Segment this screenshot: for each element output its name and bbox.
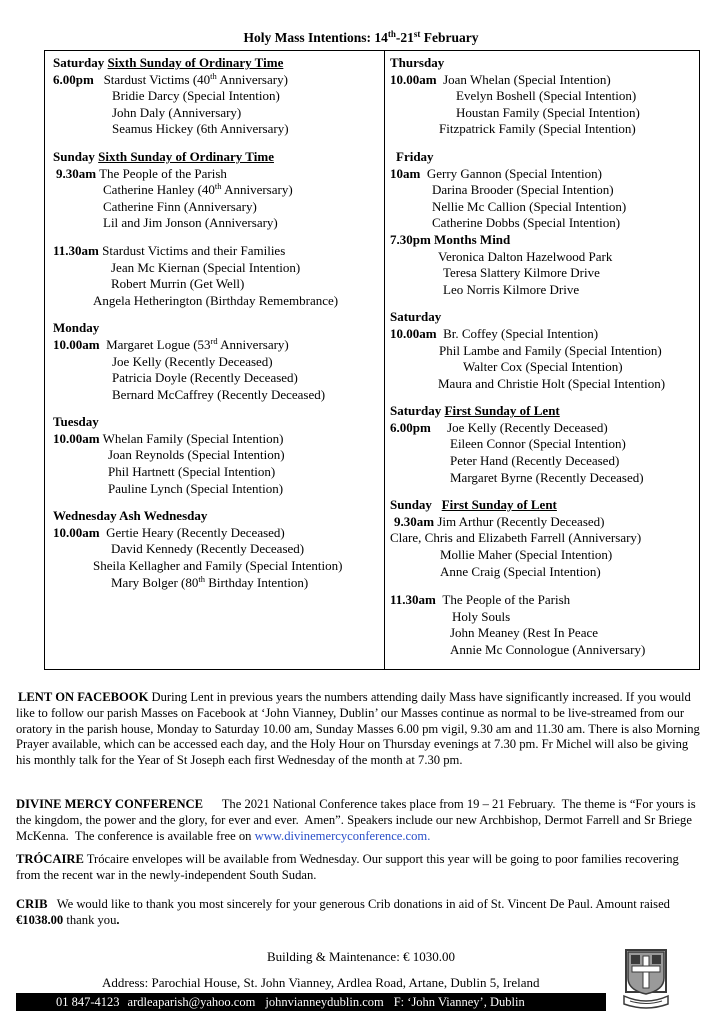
intention-line: 7.30pm Months Mind — [390, 231, 511, 247]
block-heading: Tuesday — [53, 414, 99, 430]
block-heading: Thursday — [390, 55, 445, 70]
intention-line: Bernard McCaffrey (Recently Deceased) — [112, 386, 326, 402]
website-link[interactable]: johnvianneydublin.com — [265, 995, 384, 1009]
notice-dot: . — [116, 912, 120, 927]
mass-intentions-table — [44, 50, 700, 670]
intention-line: Catherine Dobbs (Special Intention) — [432, 215, 621, 231]
intention-line: John Daly (Anniversary) — [112, 104, 242, 120]
intention-line: Peter Hand (Recently Deceased) — [450, 453, 620, 469]
saturday-block — [390, 309, 696, 392]
block-heading: Saturday Sixth Sunday of Ordinary Time — [53, 55, 284, 70]
parish-crest-icon — [622, 948, 670, 1012]
notice-heading: DIVINE MERCY CONFERENCE — [16, 797, 204, 811]
parish-address: Address: Parochial House, St. John Vianney, Ardlea Road, Artane, Dublin 5, Ireland — [102, 975, 540, 990]
intention-line: 9.30am The People of the Parish — [56, 165, 227, 181]
intention-line: Teresa Slattery Kilmore Drive — [443, 265, 600, 281]
phone-number: 01 847-4123 — [56, 995, 120, 1009]
intention-line: Sheila Kellagher and Family (Special Intention) — [93, 558, 343, 574]
intention-line: Robert Murrin (Get Well) — [111, 276, 245, 292]
intention-line: Mollie Maher (Special Intention) — [440, 547, 613, 563]
building-maintenance: Building & Maintenance: € 1030.00 — [266, 949, 456, 964]
intention-line: Lil and Jim Jonson (Anniversary) — [103, 215, 278, 231]
intention-line: Joan Reynolds (Special Intention) — [108, 447, 285, 463]
notice-heading: TRÓCAIRE — [16, 852, 84, 866]
left-column — [53, 55, 383, 602]
intention-line: 6.00pm Stardust Victims (40th Anniversary) — [53, 70, 288, 87]
intention-line: 10.00am Margaret Logue (53rd Anniversary) — [53, 335, 289, 352]
notice-heading: CRIB — [16, 897, 48, 911]
intention-line: Phil Lambe and Family (Special Intention) — [439, 342, 662, 358]
intention-line: 10am Gerry Gannon (Special Intention) — [390, 165, 602, 181]
intention-line: Fitzpatrick Family (Special Intention) — [439, 121, 636, 137]
intention-line: Nellie Mc Callion (Special Intention) — [432, 198, 627, 214]
friday-block — [390, 149, 696, 298]
intention-line: Leo Norris Kilmore Drive — [443, 281, 580, 297]
intention-line: Seamus Hickey (6th Anniversary) — [112, 121, 289, 137]
trocaire-notice — [16, 852, 706, 884]
email-link[interactable]: ardleaparish@yahoo.com — [127, 995, 256, 1009]
notice-body: We would like to thank you most sincerely for your generous Crib donations in aid of St. Vincent De Paul. Amount raised — [47, 897, 674, 911]
block-heading: Sunday First Sunday of Lent — [390, 497, 557, 513]
intention-line: Walter Cox (Special Intention) — [463, 359, 623, 375]
monday-block — [53, 320, 383, 403]
intention-line: Bridie Darcy (Special Intention) — [112, 88, 280, 104]
sunday-block — [53, 149, 383, 309]
notice-body: The 2021 National Conference takes place from 19 – 21 February. The theme is “For yours is the kingdom, the power and the glory, for ever and ever. Amen”. Speakers include our new Archbishop, Dermot Farrell and Sr Briege McKenna. The conference is available free on — [16, 797, 699, 843]
intention-line: Joe Kelly (Recently Deceased) — [112, 353, 273, 369]
conference-link[interactable]: www.divinemercyconference.com. — [254, 828, 431, 843]
intention-line: John Meaney (Rest In Peace — [450, 625, 599, 641]
intention-line: Phil Hartnett (Special Intention) — [108, 464, 276, 480]
intention-line: Catherine Hanley (40th Anniversary) — [103, 181, 293, 198]
block-heading: Sunday Sixth Sunday of Ordinary Time — [53, 148, 274, 164]
intention-line: 10.00am Br. Coffey (Special Intention) — [390, 325, 599, 341]
intention-line: Pauline Lynch (Special Intention) — [108, 480, 284, 496]
wednesday-block — [53, 508, 383, 591]
block-heading: Wednesday Ash Wednesday — [53, 508, 208, 524]
intention-line: Patricia Doyle (Recently Deceased) — [112, 370, 298, 386]
block-heading: Friday — [396, 148, 434, 164]
intention-line: 11.30am The People of the Parish — [390, 592, 571, 608]
sunday-lent-block — [390, 497, 696, 658]
crib-notice — [16, 897, 706, 929]
intention-line: Veronica Dalton Hazelwood Park — [438, 248, 613, 264]
intention-line: Eileen Connor (Special Intention) — [450, 436, 626, 452]
divine-mercy-notice — [16, 797, 706, 844]
block-heading: Saturday First Sunday of Lent — [390, 403, 560, 419]
intention-line: 6.00pm Joe Kelly (Recently Deceased) — [390, 419, 608, 435]
contact-bar — [16, 993, 606, 1011]
intention-line: 9.30am Jim Arthur (Recently Deceased) — [394, 513, 605, 529]
intention-line: Maura and Christie Holt (Special Intention) — [438, 375, 666, 391]
thursday-block — [390, 55, 696, 138]
saturday-block — [53, 55, 383, 138]
column-divider — [384, 51, 385, 669]
intention-line: David Kennedy (Recently Deceased) — [111, 541, 305, 557]
lent-facebook-notice — [16, 690, 706, 769]
intention-line: 10.00am Gertie Heary (Recently Deceased) — [53, 524, 285, 540]
intention-line: Houstan Family (Special Intention) — [456, 104, 640, 120]
intention-line: 10.00am Whelan Family (Special Intention) — [53, 430, 284, 446]
notice-body: Trócaire envelopes will be available from Wednesday. Our support this year will be going to poor families recovering from the recent war in the newly-independent South Sudan. — [16, 852, 679, 882]
intention-line: Darina Brooder (Special Intention) — [432, 182, 614, 198]
intention-line: Holy Souls — [452, 608, 511, 624]
block-heading: Saturday — [390, 309, 442, 325]
intention-line: 10.00am Joan Whelan (Special Intention) — [390, 71, 611, 87]
facebook-link[interactable]: F: ‘John Vianney’, Dublin — [393, 995, 525, 1009]
intention-line: Catherine Finn (Anniversary) — [103, 198, 257, 214]
intention-line: 11.30am Stardust Victims and their Families — [53, 242, 286, 258]
notice-tail: thank you — [63, 912, 117, 927]
block-heading: Monday — [53, 320, 100, 336]
intention-line: Jean Mc Kiernan (Special Intention) — [111, 259, 301, 275]
intention-line: Evelyn Boshell (Special Intention) — [456, 88, 637, 104]
page-title: Holy Mass Intentions: 14th-21st February — [243, 29, 479, 45]
intention-line: Margaret Byrne (Recently Deceased) — [450, 469, 644, 485]
tuesday-block — [53, 414, 383, 497]
intention-line: Annie Mc Connologue (Anniversary) — [450, 642, 646, 657]
intention-line: Clare, Chris and Elizabeth Farrell (Anniversary) — [390, 530, 642, 546]
right-column — [390, 55, 696, 670]
saturday-lent-block — [390, 403, 696, 486]
notice-heading: LENT ON FACEBOOK — [18, 690, 149, 704]
intention-line: Angela Hetherington (Birthday Remembrance) — [93, 292, 339, 308]
crib-amount: €1038.00 — [16, 912, 64, 927]
notice-body: During Lent in previous years the numbers attending daily Mass have significantly increased. If you would like to follow our parish Masses on Facebook at ‘John Vianney, Dublin’ our Masses continue as normal to be live-streamed from our oratory in the parish house, Monday to Saturday 10.00 am, Sunday Masses 6.00 pm vigil, 9.30 am and 11.30 am. There is also Morning Prayer available, which can be accessed each day, and the Holy Hour on Thursday evenings at 7.30 pm. Fr Michel will also be giving his monthly talk for the Year of St Joseph each first Wednesday of the month at 7.30 pm. — [16, 690, 700, 768]
intention-line: Anne Craig (Special Intention) — [440, 563, 601, 579]
intention-line: Mary Bolger (80th Birthday Intention) — [111, 573, 309, 590]
